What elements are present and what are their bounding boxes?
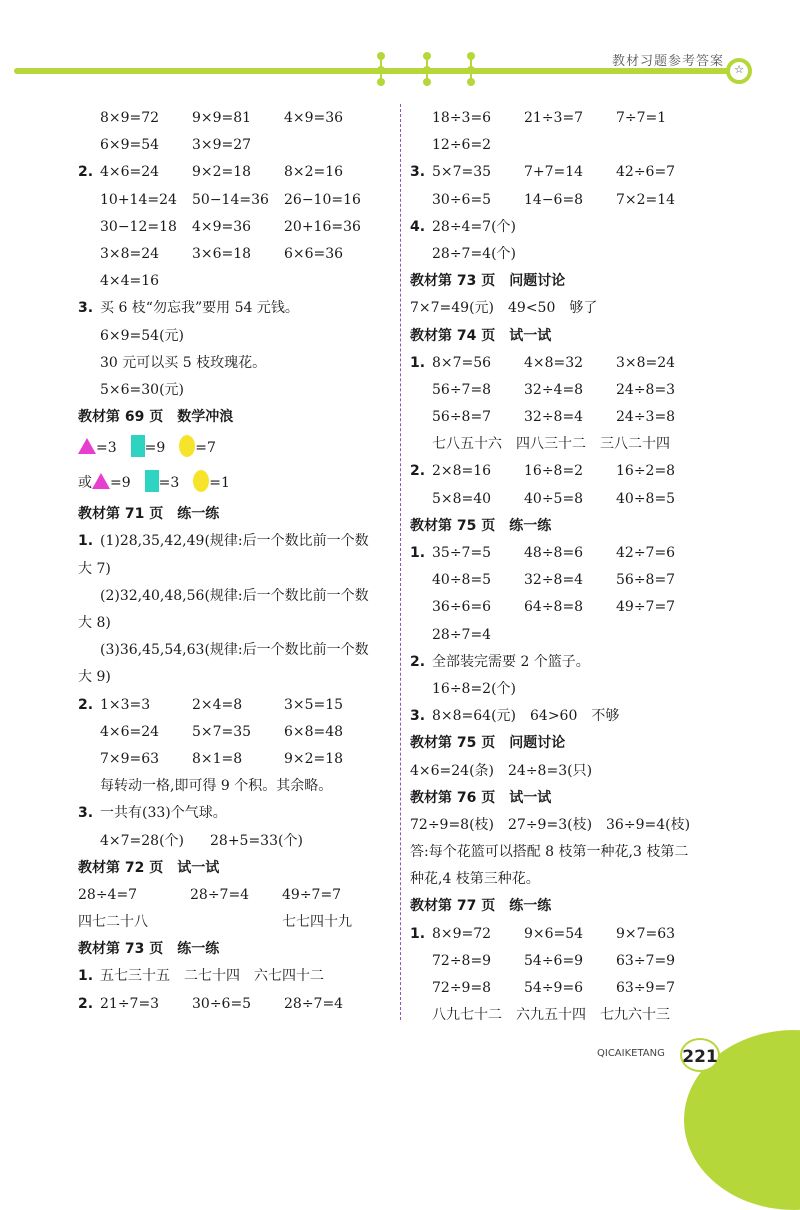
answer-row <box>78 556 398 583</box>
equation: 7÷7=1 <box>616 110 667 126</box>
equation: 18÷3=6 <box>432 110 492 126</box>
equation: 20+16=36 <box>284 218 361 235</box>
page-number: 221 <box>680 1038 720 1072</box>
equation: 54÷9=6 <box>524 980 584 996</box>
equation: 21÷3=7 <box>524 110 584 126</box>
equation: 7×2=14 <box>616 191 676 208</box>
answer-row <box>410 975 730 1002</box>
equation: 28÷7=4 <box>432 626 492 643</box>
answer-row <box>410 540 730 567</box>
equation: 48÷8=6 <box>524 545 584 561</box>
answer-row <box>78 692 398 719</box>
answer-row <box>78 295 398 322</box>
shape-value: =9 <box>144 440 166 457</box>
equation: 28÷4=7 <box>78 886 138 903</box>
answer-row <box>410 567 730 594</box>
answer-text: (2)32,40,48,56(规律:后一个数比前一个数 <box>100 587 369 604</box>
equation: 5×6=30(元) <box>100 381 185 398</box>
item-number: 3. <box>78 805 94 822</box>
answer-row <box>410 159 730 186</box>
equation: 42÷6=7 <box>616 164 676 181</box>
answer-row <box>78 268 398 295</box>
equation: 4×4=16 <box>100 273 160 290</box>
item-number: 1. <box>410 545 426 561</box>
equation: 28÷7=4 <box>284 995 344 1012</box>
equation: 9×2=18 <box>284 750 344 767</box>
equation: 6×9=54(元) <box>100 327 185 344</box>
equation: 6×8=48 <box>284 723 344 740</box>
section-heading: 教材第 76 页 试一试 <box>410 789 552 806</box>
equation: 35÷7=5 <box>432 545 492 561</box>
equation: 30÷6=5 <box>432 191 492 208</box>
footer-brand: QICAIKETANG <box>597 1048 665 1059</box>
answer-text: 7×7=49(元) 49<50 够了 <box>410 300 598 317</box>
answer-row <box>78 963 398 990</box>
answer-text: 大 9) <box>78 669 111 686</box>
answer-row <box>410 676 730 703</box>
answer-text: 每转动一格,即可得 9 个积。其余略。 <box>100 778 333 795</box>
item-number: 1. <box>410 925 426 942</box>
answer-text: 4×6=24(条) 24÷8=3(只) <box>410 762 593 779</box>
item-number: 2. <box>78 164 94 181</box>
answer-row <box>410 594 730 621</box>
answer-row <box>78 214 398 241</box>
answer-row <box>410 214 730 241</box>
answer-row <box>410 812 730 839</box>
item-number: 2. <box>410 653 426 670</box>
answer-row <box>410 839 730 866</box>
triangle-icon <box>92 473 110 489</box>
answer-text: 8×8=64(元) 64>60 不够 <box>432 708 620 725</box>
multiplication-rhyme: 八九七十二 六九五十四 七九六十三 <box>432 1007 670 1024</box>
equation: 40÷8=5 <box>432 572 492 589</box>
equation: 3×9=27 <box>192 137 252 154</box>
answer-row <box>410 105 730 132</box>
equation: 14−6=8 <box>524 191 584 208</box>
equation: 2×8=16 <box>432 463 492 480</box>
item-number: 3. <box>410 164 426 181</box>
equation: 40÷8=5 <box>616 490 676 507</box>
answer-row <box>410 458 730 485</box>
item-number: 1. <box>78 968 94 985</box>
equation: 28÷7=4 <box>190 886 250 903</box>
equation: 4×8=32 <box>524 354 584 371</box>
equation: 8×2=16 <box>284 164 344 181</box>
section-heading: 教材第 75 页 问题讨论 <box>410 735 566 752</box>
equation: 5×7=35 <box>192 723 252 740</box>
section-heading: 教材第 73 页 问题讨论 <box>410 273 566 290</box>
equation: 4×9=36 <box>284 110 344 126</box>
binder-ring-icon <box>423 52 431 86</box>
answer-row <box>78 105 398 132</box>
binder-ring-icon <box>467 52 475 86</box>
equation: 1×3=3 <box>100 696 151 713</box>
shape-value: =7 <box>195 440 216 457</box>
section-heading: 教材第 72 页 试一试 <box>78 859 220 876</box>
answer-row <box>410 649 730 676</box>
shape-value: =3 <box>96 440 117 457</box>
item-number: 4. <box>410 218 426 235</box>
shape-answer-row <box>78 431 398 466</box>
equation: 64÷8=8 <box>524 599 584 616</box>
answer-row <box>78 583 398 610</box>
column-divider <box>400 104 401 1020</box>
answer-row <box>78 528 398 555</box>
answer-row <box>78 187 398 214</box>
answer-row <box>410 431 730 458</box>
equation: 5×7=35 <box>432 164 492 181</box>
equation: 21÷7=3 <box>100 995 160 1012</box>
answer-row <box>78 377 398 404</box>
equation: 56÷8=7 <box>616 572 676 589</box>
answer-text: 买 6 枝“勿忘我”要用 54 元钱。 <box>100 300 299 317</box>
answer-row <box>78 132 398 159</box>
item-number: 2. <box>410 463 426 480</box>
answer-text: (1)28,35,42,49(规律:后一个数比前一个数 <box>100 533 369 550</box>
multiplication-rhyme: 四七二十八 <box>78 914 148 931</box>
section-heading: 教材第 75 页 练一练 <box>410 517 552 534</box>
equation: 56÷7=8 <box>432 381 492 398</box>
equation: 42÷7=6 <box>616 545 676 561</box>
equation: 30÷6=5 <box>192 995 252 1012</box>
equation: 24÷8=3 <box>616 381 676 398</box>
equation: 16÷8=2(个) <box>432 680 517 697</box>
left-column <box>78 105 398 1018</box>
answer-row <box>78 637 398 664</box>
multiplication-rhyme: 七七四十九 <box>282 914 352 931</box>
equation: 4×9=36 <box>192 218 252 235</box>
shape-answer-row <box>78 466 398 501</box>
equation: 49÷7=7 <box>282 886 342 903</box>
answer-row <box>78 350 398 377</box>
answer-row <box>410 295 730 322</box>
section-heading: 教材第 74 页 试一试 <box>410 327 552 344</box>
equation: 63÷7=9 <box>616 952 676 969</box>
oval-icon <box>193 470 209 492</box>
answer-row <box>78 719 398 746</box>
equation: 9×9=81 <box>192 110 252 126</box>
alt-prefix: 或 <box>78 475 92 492</box>
equation: 72÷9=8 <box>432 980 492 996</box>
item-number: 3. <box>78 300 94 317</box>
equation: 30−12=18 <box>100 218 177 235</box>
equation: 10+14=24 <box>100 191 177 208</box>
multiplication-rhyme: 七八五十六 四八三十二 三八二十四 <box>432 436 670 453</box>
equation: 7×9=63 <box>100 750 160 767</box>
equation: 6×9=54 <box>100 137 160 154</box>
answer-row <box>78 159 398 186</box>
answer-text: 答:每个花篮可以搭配 8 枝第一种花,3 枝第二 <box>410 844 689 861</box>
equation: 28÷4=7(个) <box>432 218 517 235</box>
star-icon: ☆ <box>734 63 744 76</box>
answer-row <box>410 758 730 785</box>
equation: 28÷7=4(个) <box>432 245 517 262</box>
answer-row <box>410 866 730 893</box>
equation: 50−14=36 <box>192 191 269 208</box>
equation: 4×6=24 <box>100 164 160 181</box>
answer-row <box>410 1002 730 1029</box>
equation: 63÷9=7 <box>616 980 676 996</box>
equation: 36÷6=6 <box>432 599 492 616</box>
answer-row <box>78 800 398 827</box>
equation: 32÷8=4 <box>524 572 584 589</box>
answer-row <box>410 241 730 268</box>
section-heading: 教材第 73 页 练一练 <box>78 941 220 958</box>
answer-row <box>410 187 730 214</box>
item-number: 2. <box>78 696 94 713</box>
equation: 8×9=72 <box>100 110 160 126</box>
equation: 54÷6=9 <box>524 952 584 969</box>
section-heading: 教材第 71 页 练一练 <box>78 506 220 523</box>
shape-value: =1 <box>209 475 230 492</box>
answer-row <box>78 664 398 691</box>
equation: 7+7=14 <box>524 164 584 181</box>
triangle-icon <box>78 438 96 454</box>
multiplication-rhyme: 五七三十五 二七十四 六七四十二 <box>100 968 324 985</box>
equation: 28+5=33(个) <box>210 832 303 849</box>
equation: 3×5=15 <box>284 696 344 713</box>
answer-row <box>410 703 730 730</box>
equation: 6×6=36 <box>284 245 344 262</box>
equation: 16÷8=2 <box>524 463 584 480</box>
answer-text: 30 元可以买 5 枝玫瑰花。 <box>100 354 267 371</box>
answer-row <box>410 377 730 404</box>
answer-row <box>78 991 398 1018</box>
equation: 72÷8=9 <box>432 952 492 969</box>
item-number: 1. <box>410 354 426 371</box>
answer-row <box>410 622 730 649</box>
right-column <box>410 105 730 1029</box>
shape-value: =3 <box>158 475 180 492</box>
rectangle-icon <box>131 435 145 457</box>
answer-row <box>78 610 398 637</box>
equation: 40÷5=8 <box>524 490 584 507</box>
section-heading: 教材第 77 页 练一练 <box>410 898 552 915</box>
equation: 56÷8=7 <box>432 409 492 426</box>
rectangle-icon <box>145 470 159 492</box>
item-number: 1. <box>78 533 94 550</box>
answer-row <box>78 882 398 909</box>
equation: 49÷7=7 <box>616 599 676 616</box>
answer-text: 种花,4 枝第三种花。 <box>410 871 540 888</box>
equation: 12÷6=2 <box>432 137 492 154</box>
answer-text: 一共有(33)个气球。 <box>100 805 227 822</box>
answer-row <box>410 486 730 513</box>
answer-text: 72÷9=8(枝) 27÷9=3(枝) 36÷9=4(枝) <box>410 816 691 833</box>
equation: 8×1=8 <box>192 750 243 767</box>
header-badge-icon <box>726 58 752 84</box>
equation: 16÷2=8 <box>616 463 676 480</box>
equation: 4×7=28(个) <box>100 832 185 849</box>
equation: 3×8=24 <box>100 245 160 262</box>
equation: 8×7=56 <box>432 354 492 371</box>
answer-row <box>410 948 730 975</box>
shape-value: =9 <box>110 475 131 492</box>
equation: 32÷4=8 <box>524 381 584 398</box>
item-number: 3. <box>410 708 426 725</box>
equation: 4×6=24 <box>100 723 160 740</box>
oval-icon <box>179 435 195 457</box>
equation: 9×7=63 <box>616 925 676 942</box>
binder-ring-icon <box>377 52 385 86</box>
equation: 9×6=54 <box>524 925 584 942</box>
answer-row <box>78 746 398 773</box>
answer-row <box>410 921 730 948</box>
equation: 9×2=18 <box>192 164 252 181</box>
answer-text: (3)36,45,54,63(规律:后一个数比前一个数 <box>100 642 369 659</box>
answer-row <box>78 909 398 936</box>
answer-text: 全部装完需要 2 个篮子。 <box>432 653 590 670</box>
answer-row <box>78 773 398 800</box>
equation: 26−10=16 <box>284 191 361 208</box>
answer-row <box>410 350 730 377</box>
equation: 5×8=40 <box>432 490 492 507</box>
answer-text: 大 7) <box>78 560 111 577</box>
header-title: 教材习题参考答案 <box>612 54 725 69</box>
equation: 8×9=72 <box>432 925 492 942</box>
equation: 24÷3=8 <box>616 409 676 426</box>
equation: 2×4=8 <box>192 696 243 713</box>
answer-row <box>410 132 730 159</box>
item-number: 2. <box>78 995 94 1012</box>
answer-text: 大 8) <box>78 615 111 631</box>
equation: 3×6=18 <box>192 245 252 262</box>
equation: 3×8=24 <box>616 354 676 371</box>
answer-row <box>78 241 398 268</box>
equation: 32÷8=4 <box>524 409 584 426</box>
section-heading: 教材第 69 页 数学冲浪 <box>78 409 234 426</box>
answer-row <box>78 323 398 350</box>
answer-row <box>78 828 398 855</box>
answer-row <box>410 404 730 431</box>
